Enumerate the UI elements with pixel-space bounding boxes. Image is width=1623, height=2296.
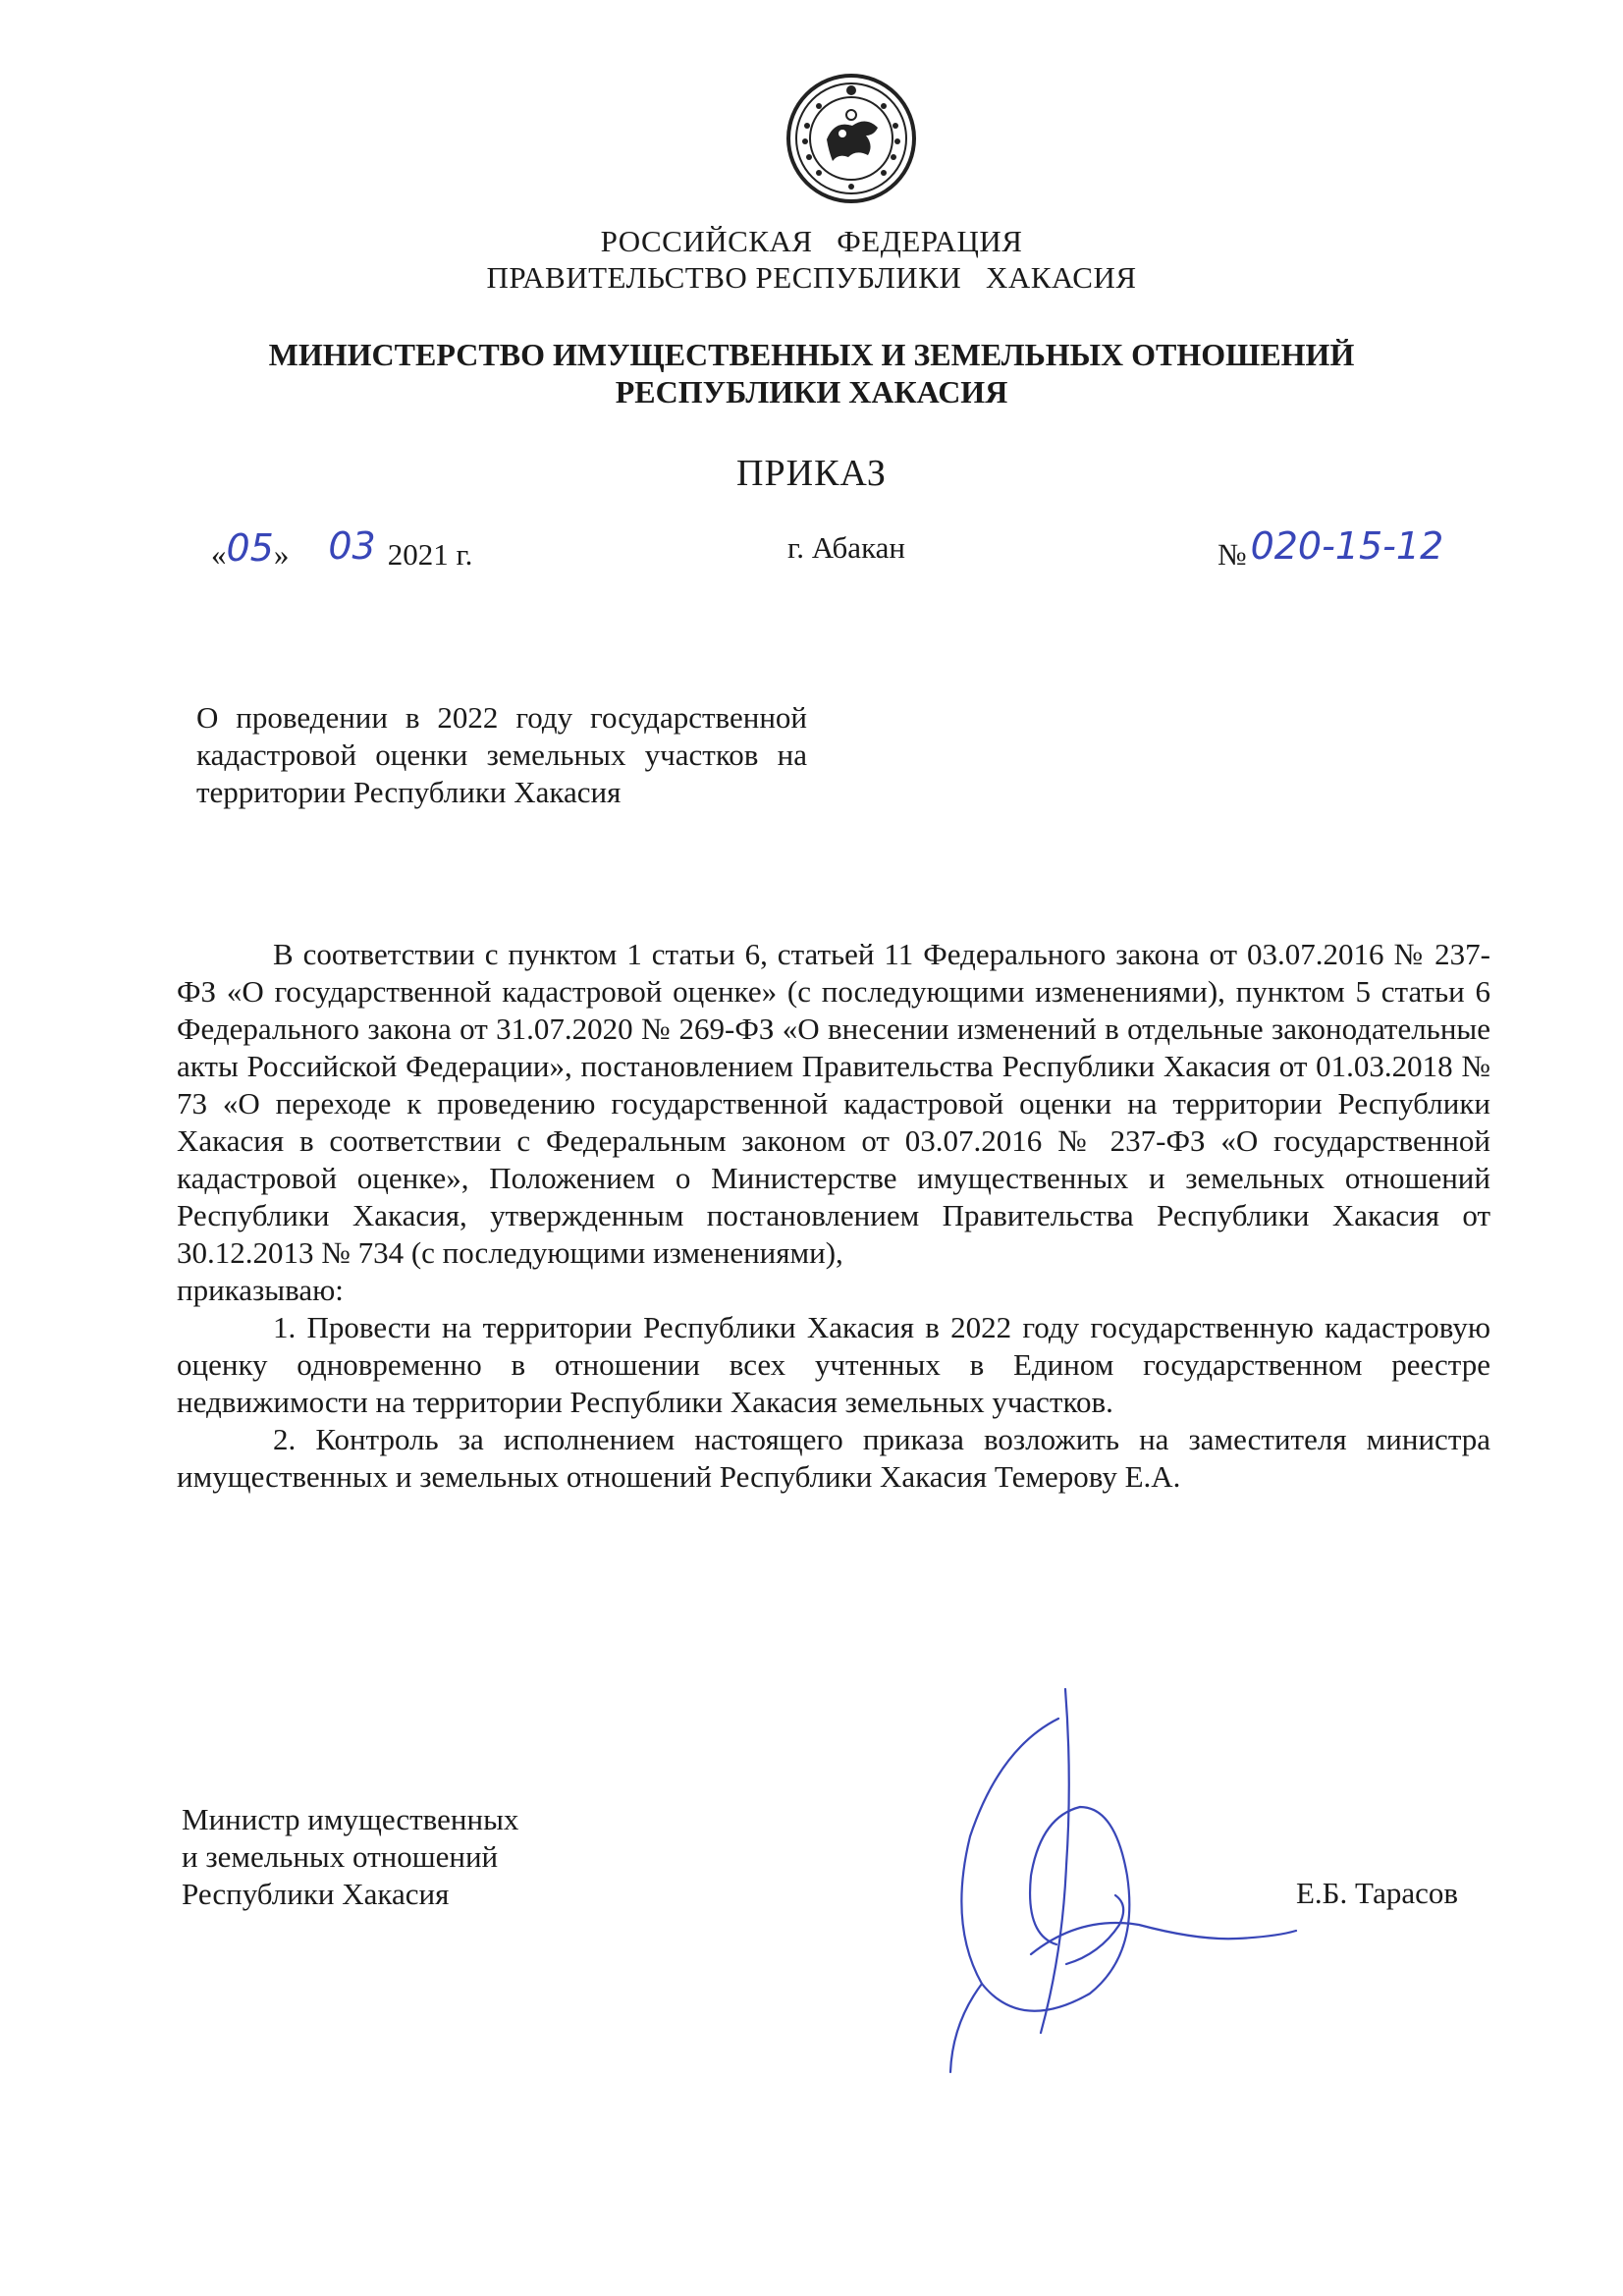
body-item-2: 2. Контроль за исполнением настоящего приказа возложить на заместителя министра имущественных и земельных отношений Республики Хакасия Темерову Е.А. bbox=[177, 1422, 1490, 1494]
signatory-position bbox=[182, 1801, 518, 1913]
document-type: ПРИКАЗ bbox=[736, 453, 887, 494]
handwritten-signature bbox=[884, 1660, 1355, 2082]
document-body bbox=[177, 936, 1490, 1496]
date-day-handwritten: 05 bbox=[226, 526, 274, 570]
body-item-1: 1. Провести на территории Республики Хакасия в 2022 году государственную кадастровую оценку одновременно в отношении всех учтенных в Едином государственном реестре недвижимости на территории Республики Хакасия земельных участков. bbox=[177, 1310, 1490, 1419]
date-close-quote: » bbox=[273, 537, 290, 572]
signatory-name: Е.Б. Тарасов bbox=[1296, 1876, 1459, 1910]
body-preamble: В соответствии с пунктом 1 статьи 6, статьей 11 Федерального закона от 03.07.2016 № 237-ФЗ «О государственной кадастровой оценке» (с последующими изменениями), пунктом 5 статьи 6 Федерального закона от 31.07.2020 № 269-ФЗ «О внесении изменений в отдельные законодательные акты Российской Федерации», постановлением Правительства Республики Хакасия от 01.03.2018 № 73 «О переходе к проведению государственной кадастровой оценки на территории Республики Хакасия в соответствии с Федеральным законом от 03.07.2016 № 237-ФЗ «О государственной кадастровой оценке», Положением о Министерстве имущественных и земельных отношений Республики Хакасия, утвержденным постановлением Правительства Республики Хакасия от 30.12.2013 № 734 (с последующими изменениями), bbox=[177, 937, 1490, 1270]
document-date bbox=[211, 524, 473, 574]
number-prefix: № bbox=[1217, 537, 1247, 572]
coat-of-arms-icon bbox=[784, 71, 919, 206]
document-subject: О проведении в 2022 году государственной кадастровой оценки земельных участков на территории Республики Хакасия bbox=[196, 700, 807, 809]
ministry-title-line1: МИНИСТЕРСТВО ИМУЩЕСТВЕННЫХ И ЗЕМЕЛЬНЫХ ОТНОШЕНИЙ bbox=[268, 337, 1355, 372]
number-handwritten: 020-15-12 bbox=[1250, 524, 1444, 568]
date-open-quote: « bbox=[211, 537, 227, 572]
document-city: г. Абакан bbox=[787, 530, 906, 565]
header-government: ПРАВИТЕЛЬСТВО РЕСПУБЛИКИ ХАКАСИЯ bbox=[486, 260, 1137, 295]
date-year: 2021 г. bbox=[387, 537, 473, 572]
document-number bbox=[1217, 524, 1444, 574]
header-country: РОССИЙСКАЯ ФЕДЕРАЦИЯ bbox=[600, 224, 1023, 258]
body-order-word: приказываю: bbox=[177, 1273, 344, 1307]
date-month-handwritten: 03 bbox=[328, 524, 376, 568]
ministry-title-line2: РЕСПУБЛИКИ ХАКАСИЯ bbox=[615, 374, 1008, 410]
position-line-1: Министр имущественных bbox=[182, 1802, 519, 1836]
position-line-3: Республики Хакасия bbox=[182, 1877, 450, 1911]
position-line-2: и земельных отношений bbox=[182, 1839, 499, 1874]
